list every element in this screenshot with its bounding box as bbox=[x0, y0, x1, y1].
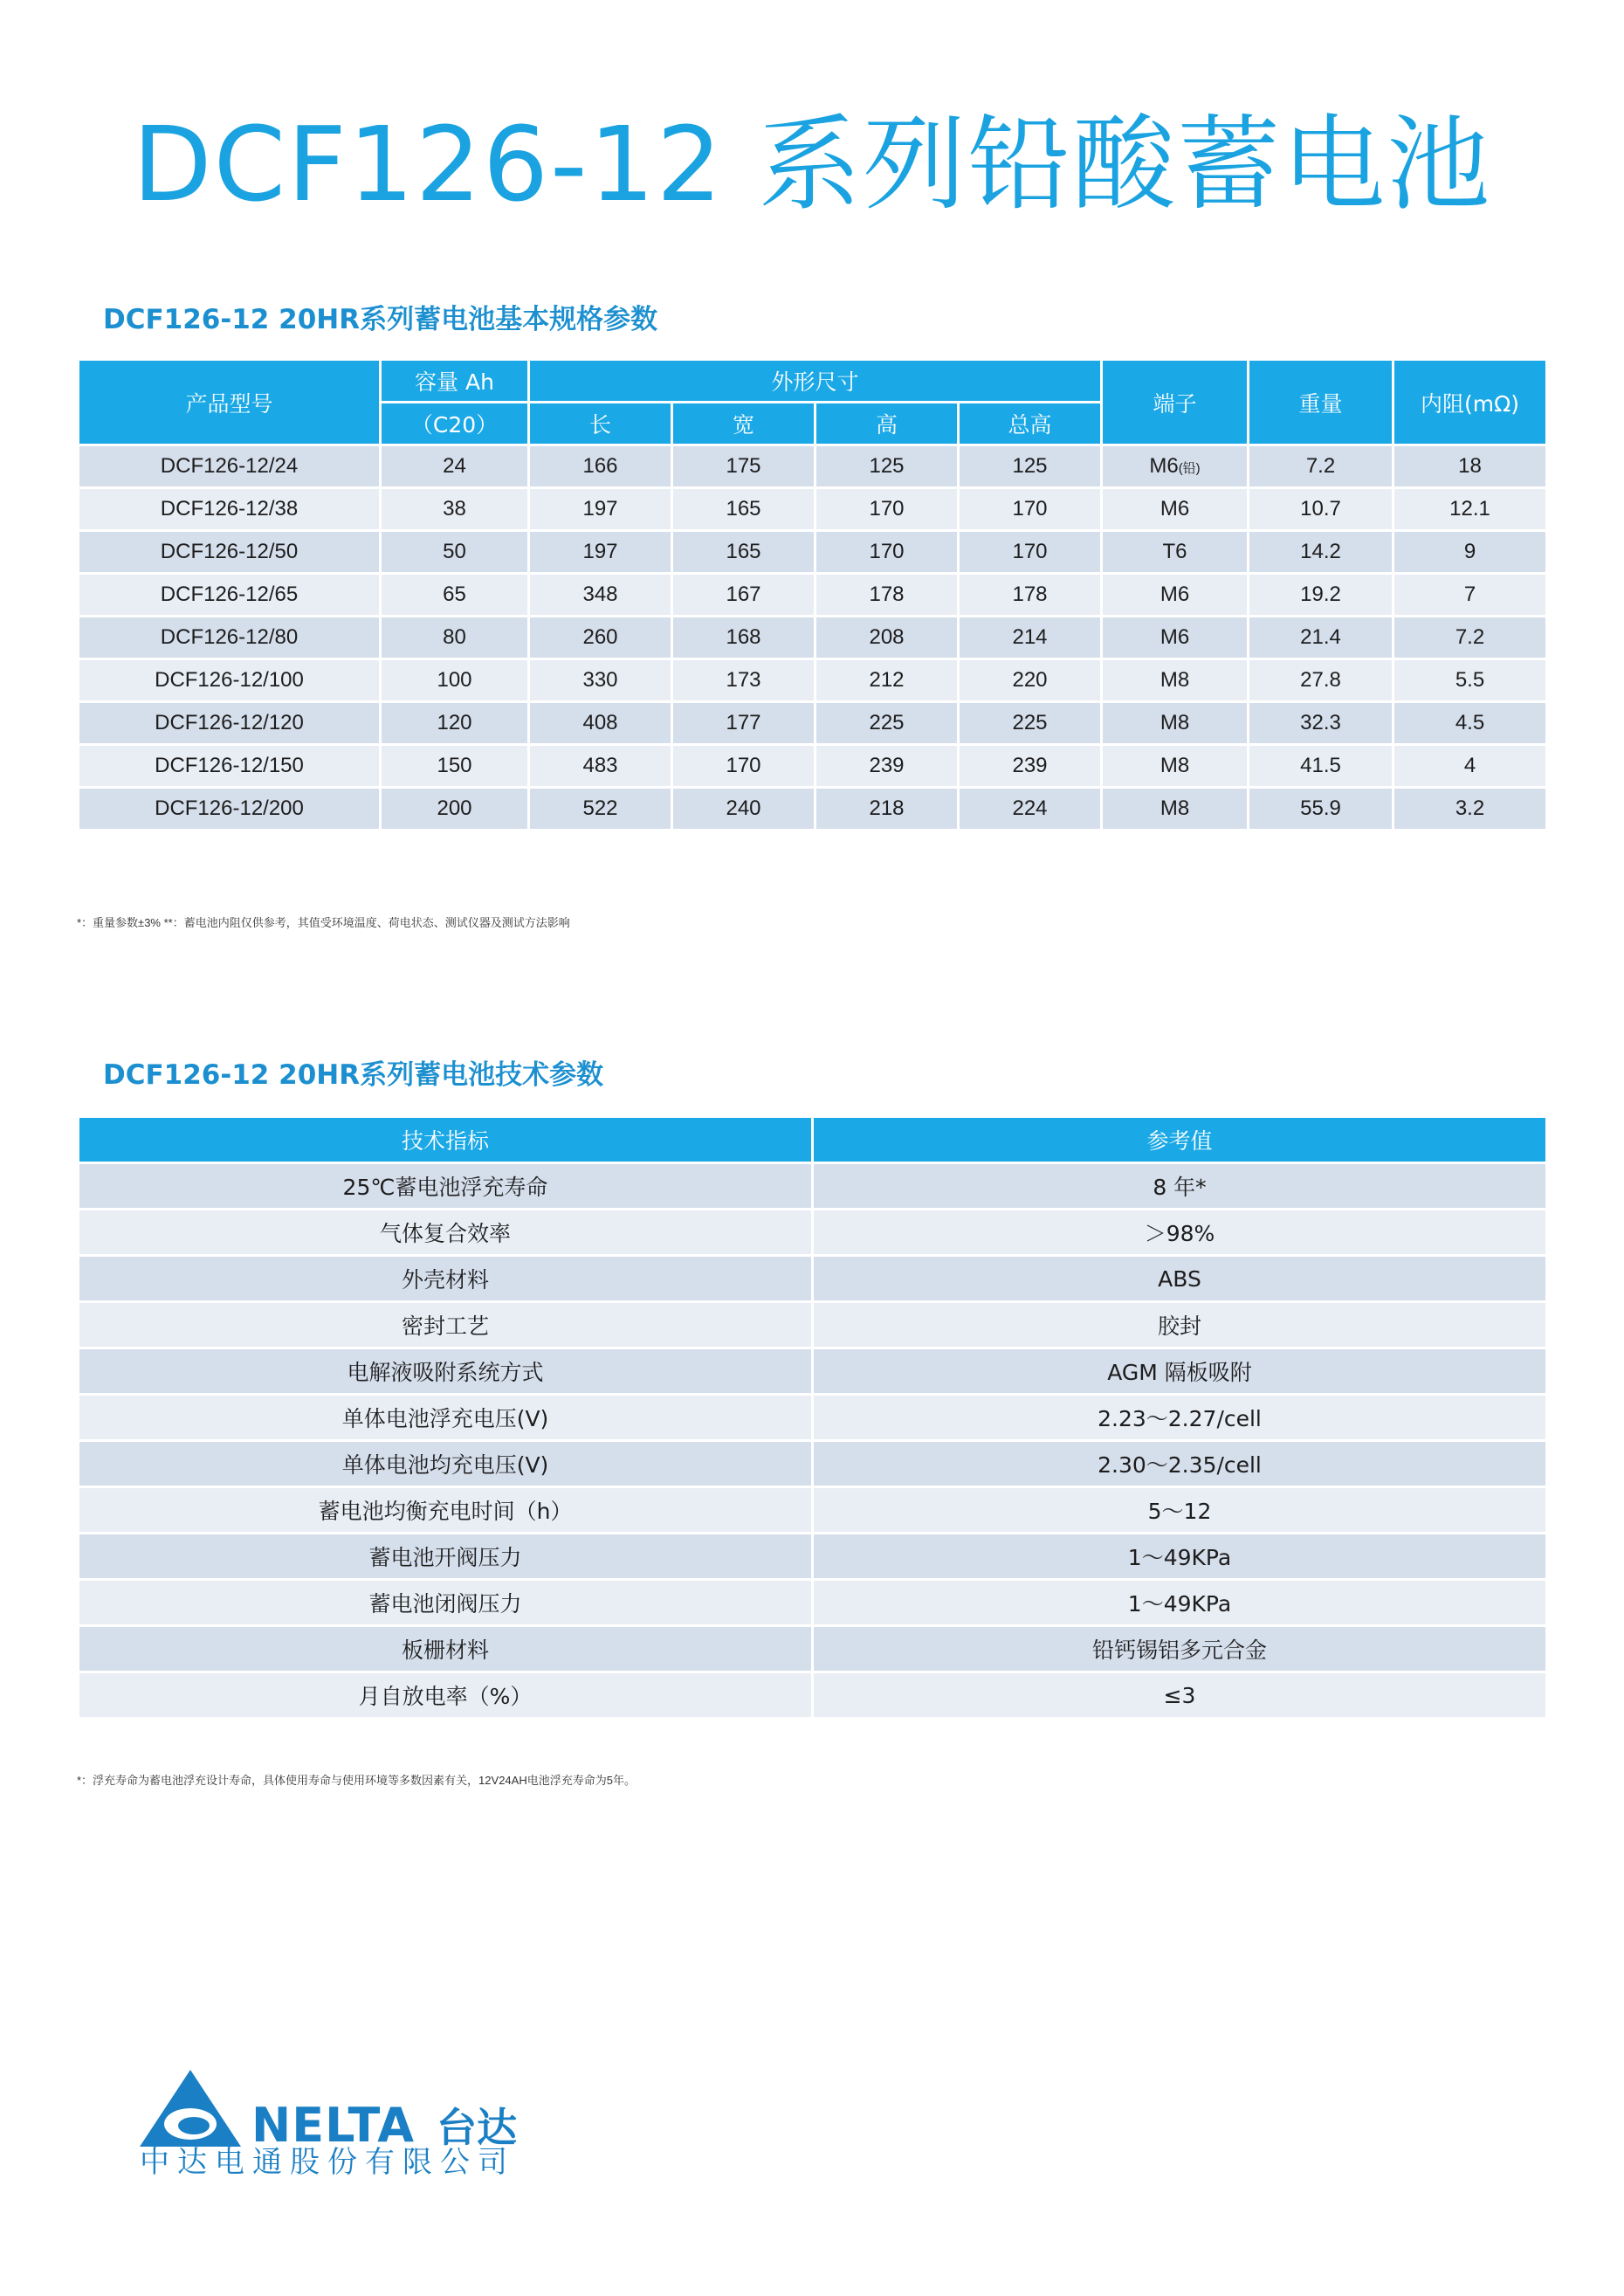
cell-length: 408 bbox=[529, 702, 672, 745]
cell-capacity: 100 bbox=[381, 659, 529, 702]
cell-height: 239 bbox=[815, 745, 959, 788]
table-row bbox=[79, 1210, 1547, 1256]
cell-value: 胶封 bbox=[813, 1302, 1547, 1348]
header-dimensions: 外形尺寸 bbox=[529, 360, 1102, 403]
cell-item: 月自放电率（%） bbox=[79, 1672, 813, 1719]
cell-terminal: M8 bbox=[1102, 788, 1249, 831]
table-row bbox=[79, 1487, 1547, 1534]
cell-resistance: 3.2 bbox=[1393, 788, 1547, 831]
header-total-height: 总高 bbox=[959, 403, 1102, 445]
cell-value: 铅钙锡铝多元合金 bbox=[813, 1626, 1547, 1672]
cell-height: 225 bbox=[815, 702, 959, 745]
cell-capacity: 50 bbox=[381, 531, 529, 574]
table-row bbox=[79, 702, 1547, 745]
cell-resistance: 12.1 bbox=[1393, 488, 1547, 531]
cell-width: 170 bbox=[672, 745, 815, 788]
cell-total-height: 125 bbox=[959, 445, 1102, 488]
cell-item: 单体电池浮充电压(V) bbox=[79, 1395, 813, 1441]
cell-total-height: 170 bbox=[959, 531, 1102, 574]
cell-length: 483 bbox=[529, 745, 672, 788]
logo-brand-cn: 台达 bbox=[437, 2104, 517, 2151]
cell-model: DCF126-12/200 bbox=[79, 788, 381, 831]
cell-capacity: 120 bbox=[381, 702, 529, 745]
header-resistance: 内阻(mΩ) bbox=[1393, 360, 1547, 445]
cell-capacity: 150 bbox=[381, 745, 529, 788]
cell-length: 197 bbox=[529, 488, 672, 531]
cell-height: 170 bbox=[815, 488, 959, 531]
cell-length: 522 bbox=[529, 788, 672, 831]
cell-height: 212 bbox=[815, 659, 959, 702]
table-row bbox=[79, 1256, 1547, 1302]
cell-weight: 7.2 bbox=[1249, 445, 1393, 488]
table-row bbox=[79, 445, 1547, 488]
cell-resistance: 5.5 bbox=[1393, 659, 1547, 702]
cell-weight: 55.9 bbox=[1249, 788, 1393, 831]
cell-terminal: M6 bbox=[1102, 617, 1249, 659]
cell-capacity: 65 bbox=[381, 574, 529, 617]
cell-value: AGM 隔板吸附 bbox=[813, 1348, 1547, 1395]
cell-capacity: 200 bbox=[381, 788, 529, 831]
header-length: 长 bbox=[529, 403, 672, 445]
table-row bbox=[79, 1163, 1547, 1210]
table-row bbox=[79, 1672, 1547, 1719]
cell-item: 密封工艺 bbox=[79, 1302, 813, 1348]
header-item: 技术指标 bbox=[79, 1117, 813, 1163]
cell-width: 165 bbox=[672, 488, 815, 531]
cell-width: 165 bbox=[672, 531, 815, 574]
cell-total-height: 170 bbox=[959, 488, 1102, 531]
spec-section-title: DCF126-12 20HR系列蓄电池基本规格参数 bbox=[103, 304, 658, 335]
cell-resistance: 7.2 bbox=[1393, 617, 1547, 659]
cell-total-height: 214 bbox=[959, 617, 1102, 659]
cell-model: DCF126-12/38 bbox=[79, 488, 381, 531]
table-row bbox=[79, 1441, 1547, 1487]
terminal-note: (铅) bbox=[1178, 461, 1201, 476]
table-row bbox=[79, 1348, 1547, 1395]
table-row bbox=[79, 1395, 1547, 1441]
cell-terminal: M8 bbox=[1102, 702, 1249, 745]
cell-item: 气体复合效率 bbox=[79, 1210, 813, 1256]
cell-capacity: 38 bbox=[381, 488, 529, 531]
cell-value: 1～49KPa bbox=[813, 1580, 1547, 1626]
cell-length: 260 bbox=[529, 617, 672, 659]
cell-model: DCF126-12/150 bbox=[79, 745, 381, 788]
cell-value: ≤3 bbox=[813, 1672, 1547, 1719]
cell-value: ＞98% bbox=[813, 1210, 1547, 1256]
cell-model: DCF126-12/120 bbox=[79, 702, 381, 745]
delta-triangle-icon bbox=[140, 2070, 241, 2147]
cell-weight: 19.2 bbox=[1249, 574, 1393, 617]
table-row bbox=[79, 574, 1547, 617]
logo-brand: NELTA bbox=[251, 2098, 415, 2153]
cell-width: 167 bbox=[672, 574, 815, 617]
header-terminal: 端子 bbox=[1102, 360, 1249, 445]
cell-model: DCF126-12/65 bbox=[79, 574, 381, 617]
cell-terminal: M6 bbox=[1102, 488, 1249, 531]
cell-total-height: 225 bbox=[959, 702, 1102, 745]
company-name: 中达电通股份有限公司 bbox=[140, 2145, 515, 2180]
cell-resistance: 4 bbox=[1393, 745, 1547, 788]
cell-item: 外壳材料 bbox=[79, 1256, 813, 1302]
cell-item: 单体电池均充电压(V) bbox=[79, 1441, 813, 1487]
cell-item: 25℃蓄电池浮充寿命 bbox=[79, 1163, 813, 1210]
cell-length: 330 bbox=[529, 659, 672, 702]
cell-resistance: 18 bbox=[1393, 445, 1547, 488]
table-row bbox=[79, 659, 1547, 702]
cell-value: 8 年* bbox=[813, 1163, 1547, 1210]
table-row bbox=[79, 617, 1547, 659]
cell-length: 348 bbox=[529, 574, 672, 617]
cell-height: 170 bbox=[815, 531, 959, 574]
cell-weight: 10.7 bbox=[1249, 488, 1393, 531]
cell-value: 1～49KPa bbox=[813, 1534, 1547, 1580]
cell-terminal: M8 bbox=[1102, 745, 1249, 788]
cell-model: DCF126-12/80 bbox=[79, 617, 381, 659]
cell-weight: 32.3 bbox=[1249, 702, 1393, 745]
cell-resistance: 7 bbox=[1393, 574, 1547, 617]
cell-total-height: 178 bbox=[959, 574, 1102, 617]
cell-model: DCF126-12/24 bbox=[79, 445, 381, 488]
table-row bbox=[79, 1534, 1547, 1580]
cell-width: 177 bbox=[672, 702, 815, 745]
cell-height: 208 bbox=[815, 617, 959, 659]
header-weight: 重量 bbox=[1249, 360, 1393, 445]
table-row bbox=[79, 1302, 1547, 1348]
cell-capacity: 24 bbox=[381, 445, 529, 488]
cell-terminal: T6 bbox=[1102, 531, 1249, 574]
header-width: 宽 bbox=[672, 403, 815, 445]
cell-item: 蓄电池开阀压力 bbox=[79, 1534, 813, 1580]
table-row bbox=[79, 788, 1547, 831]
cell-terminal: M6 bbox=[1102, 574, 1249, 617]
table-row bbox=[79, 1626, 1547, 1672]
cell-item: 电解液吸附系统方式 bbox=[79, 1348, 813, 1395]
cell-height: 218 bbox=[815, 788, 959, 831]
tech-footnote: *：浮充寿命为蓄电池浮充设计寿命，具体使用寿命与使用环境等多数因素有关，12V24AH电池浮充寿命为5年。 bbox=[77, 1774, 636, 1787]
spec-footnote: *：重量参数±3% **：蓄电池内阻仅供参考，其值受环境温度、荷电状态、测试仪器及测试方法影响 bbox=[77, 916, 570, 929]
cell-width: 173 bbox=[672, 659, 815, 702]
cell-weight: 27.8 bbox=[1249, 659, 1393, 702]
header-capacity: 容量 Ah bbox=[381, 360, 529, 403]
cell-weight: 41.5 bbox=[1249, 745, 1393, 788]
cell-total-height: 224 bbox=[959, 788, 1102, 831]
cell-item: 蓄电池闭阀压力 bbox=[79, 1580, 813, 1626]
cell-terminal: M8 bbox=[1102, 659, 1249, 702]
cell-weight: 14.2 bbox=[1249, 531, 1393, 574]
cell-item: 板栅材料 bbox=[79, 1626, 813, 1672]
terminal-value: M6 bbox=[1149, 454, 1179, 478]
tech-table bbox=[77, 1115, 1548, 1720]
header-height: 高 bbox=[815, 403, 959, 445]
cell-value: ABS bbox=[813, 1256, 1547, 1302]
cell-height: 125 bbox=[815, 445, 959, 488]
cell-model: DCF126-12/100 bbox=[79, 659, 381, 702]
cell-width: 168 bbox=[672, 617, 815, 659]
table-row bbox=[79, 745, 1547, 788]
table-row bbox=[79, 1580, 1547, 1626]
cell-width: 240 bbox=[672, 788, 815, 831]
header-model: 产品型号 bbox=[79, 360, 381, 445]
page-title: DCF126-12 系列铅酸蓄电池 bbox=[132, 104, 1492, 224]
cell-resistance: 9 bbox=[1393, 531, 1547, 574]
tech-section-title: DCF126-12 20HR系列蓄电池技术参数 bbox=[103, 1059, 604, 1091]
cell-resistance: 4.5 bbox=[1393, 702, 1547, 745]
cell-model: DCF126-12/50 bbox=[79, 531, 381, 574]
cell-value: 5～12 bbox=[813, 1487, 1547, 1534]
table-row bbox=[79, 531, 1547, 574]
cell-weight: 21.4 bbox=[1249, 617, 1393, 659]
spec-table bbox=[77, 358, 1548, 831]
cell-value: 2.30～2.35/cell bbox=[813, 1441, 1547, 1487]
cell-total-height: 239 bbox=[959, 745, 1102, 788]
cell-capacity: 80 bbox=[381, 617, 529, 659]
cell-width: 175 bbox=[672, 445, 815, 488]
cell-length: 197 bbox=[529, 531, 672, 574]
cell-length: 166 bbox=[529, 445, 672, 488]
cell-value: 2.23～2.27/cell bbox=[813, 1395, 1547, 1441]
cell-total-height: 220 bbox=[959, 659, 1102, 702]
table-row bbox=[79, 488, 1547, 531]
cell-height: 178 bbox=[815, 574, 959, 617]
cell-item: 蓄电池均衡充电时间（h） bbox=[79, 1487, 813, 1534]
header-capacity-unit: （C20） bbox=[381, 403, 529, 445]
cell-terminal bbox=[1102, 445, 1249, 488]
header-value: 参考值 bbox=[813, 1117, 1547, 1163]
